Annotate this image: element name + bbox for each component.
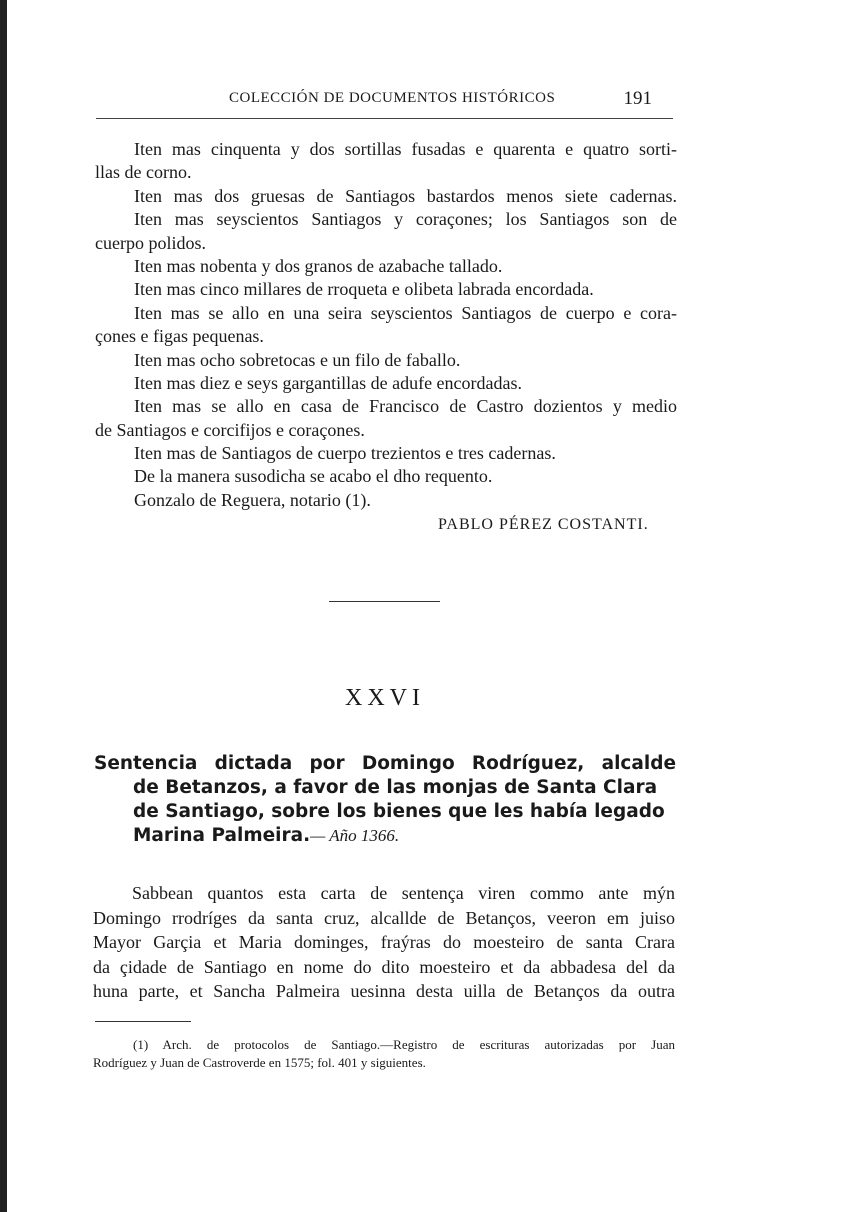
text-line: Gonzalo de Reguera, notario (1).	[134, 489, 371, 510]
page-edge-shadow	[0, 0, 7, 1212]
text-line: da çidade de Santiago en nome do dito moesteiro et da abbadesa del da	[93, 956, 675, 977]
footnote	[93, 1036, 675, 1071]
text-line: Iten mas nobenta y dos granos de azabache tallado.	[134, 255, 503, 276]
text-line: Iten mas cinco millares de rroqueta e olibeta labrada encordada.	[134, 279, 594, 300]
footnote-rule	[95, 1021, 191, 1022]
document-heading	[94, 752, 676, 848]
text-line: Domingo rrodríges da santa cruz, alcallde de Betanços, veeron em juiso	[93, 907, 675, 928]
heading-line: de Betanzos, a favor de las monjas de Santa Clara	[133, 777, 658, 798]
page-number: 191	[623, 88, 652, 109]
header-rule	[96, 118, 673, 119]
text-line: Iten mas seyscientos Santiagos y coraçones; los Santiagos son de	[134, 209, 677, 230]
text-line: llas de corno.	[95, 162, 192, 183]
text-line: De la manera susodicha se acabo el dho requento.	[134, 466, 493, 487]
text-line: Iten mas diez e seys gargantillas de adufe encordadas.	[134, 372, 523, 393]
text-line: çones e figas pequenas.	[95, 326, 264, 347]
text-line: Sabbean quantos esta carta de sentença viren commo ante mýn	[132, 883, 675, 903]
text-line: de Santiagos e corcifijos e coraçones.	[95, 419, 365, 440]
text-line: huna parte, et Sancha Palmeira uesinna desta uilla de Betanços da outra	[93, 981, 675, 1002]
author-signature: PABLO PÉREZ COSTANTI.	[438, 516, 649, 533]
running-header-title: COLECCIÓN DE DOCUMENTOS HISTÓRICOS	[229, 90, 556, 106]
inventory-continuation	[95, 138, 677, 512]
heading-line: de Santiago, sobre los bienes que les había legado	[133, 801, 665, 822]
document-transcription	[93, 881, 675, 1004]
footnote-line: Rodríguez y Juan de Castroverde en 1575; fol. 401 y siguientes.	[93, 1054, 426, 1070]
text-line: Iten mas dos gruesas de Santiagos bastardos menos siete cadernas.	[134, 185, 677, 206]
chapter-number: XXVI	[345, 685, 425, 711]
section-separator	[329, 601, 440, 602]
text-line: Iten mas se allo en casa de Francisco de Castro dozientos y medio	[134, 396, 677, 417]
running-header	[96, 88, 676, 116]
text-line: Mayor Garçia et Maria dominges, fraýras do moesteiro de santa Crara	[93, 932, 675, 953]
heading-line-text: Marina Palmeira.	[133, 825, 311, 846]
footnote-line: (1) Arch. de protocolos de Santiago.—Registro de escrituras autorizadas por Juan	[133, 1037, 675, 1052]
heading-line: Sentencia dictada por Domingo Rodríguez, alcalde	[94, 753, 676, 774]
text-line: Iten mas ocho sobretocas e un filo de faballo.	[134, 349, 461, 370]
text-line: cuerpo polidos.	[95, 232, 206, 253]
text-line: Iten mas cinquenta y dos sortillas fusadas e quarenta e quatro sorti-	[134, 139, 677, 159]
text-line: Iten mas de Santiagos de cuerpo trezientos e tres cadernas.	[134, 443, 556, 464]
text-line: Iten mas se allo en una seira seyscientos Santiagos de cuerpo e cora-	[134, 302, 677, 323]
heading-line-last	[94, 824, 676, 848]
heading-year: — Año 1366.	[310, 826, 400, 845]
